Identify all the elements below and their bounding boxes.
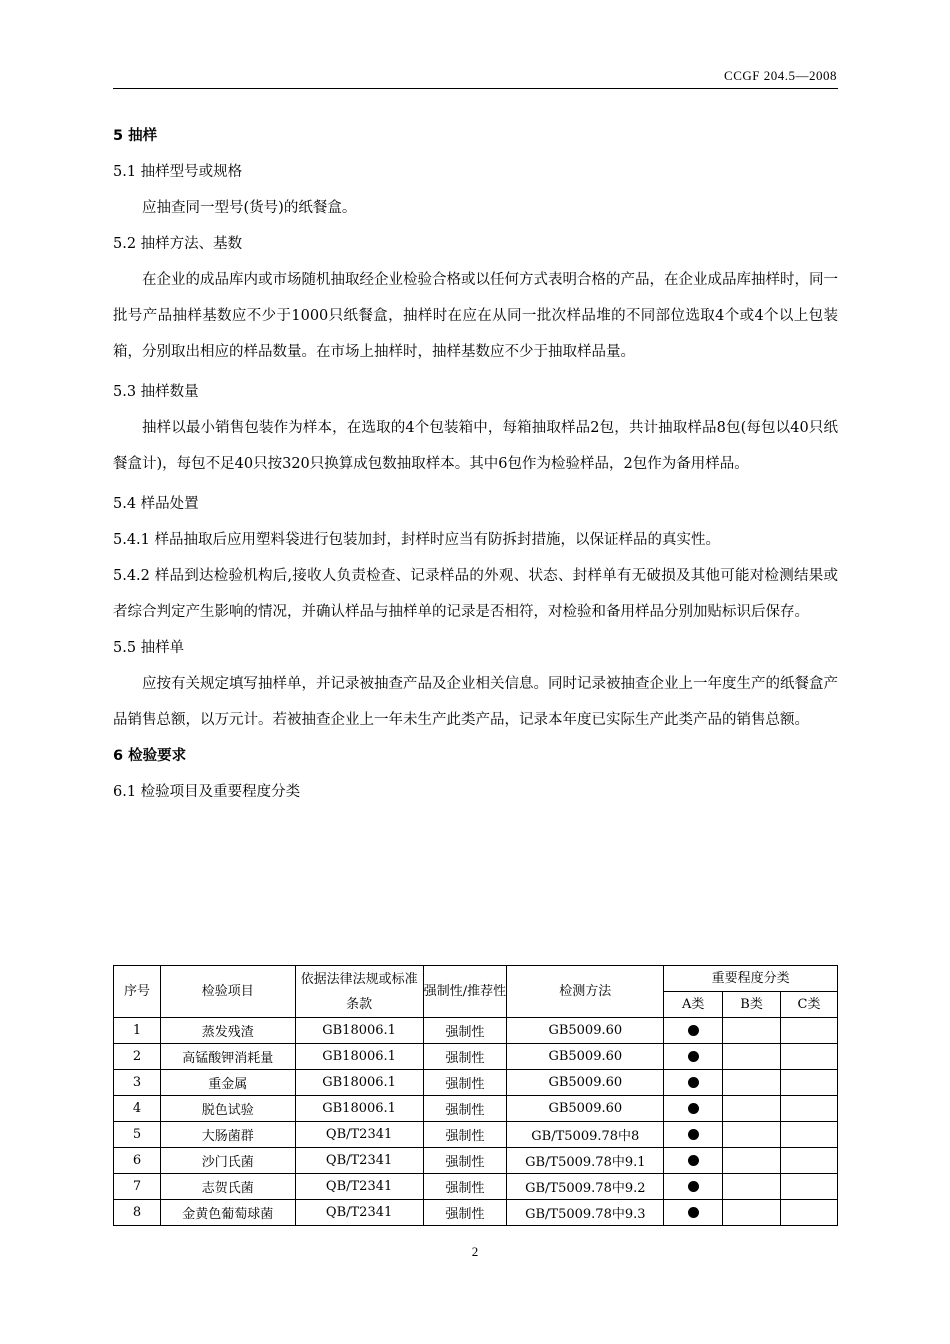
cell-method: GB/T5009.78中9.2 (507, 1174, 664, 1200)
header-item: 检验项目 (160, 966, 295, 1018)
header-rule (113, 88, 838, 89)
cell-mandatory: 强制性 (423, 1070, 507, 1096)
filled-circle-icon (688, 1129, 699, 1140)
header-importance: 重要程度分类 (664, 966, 838, 992)
section-5-2-text: 在企业的成品库内或市场随机抽取经企业检验合格或以任何方式表明合格的产品，在企业成品库抽样时，同一批号产品抽样基数应不少于1000只纸餐盒，抽样时在应在从同一批次样品堆的不同部位选取4个或4个以上包装箱，分别取出相应的样品数量。在市场上抽样时，抽样基数应不少于抽取样品量。 (113, 272, 838, 360)
cell-seq: 4 (114, 1096, 161, 1122)
cell-item: 金黄色葡萄球菌 (160, 1200, 295, 1226)
cell-class-a (664, 1148, 723, 1174)
cell-class-a (664, 1174, 723, 1200)
cell-method: GB/T5009.78中8 (507, 1122, 664, 1148)
cell-item: 蒸发残渣 (160, 1018, 295, 1044)
header-seq: 序号 (114, 966, 161, 1018)
cell-method: GB5009.60 (507, 1096, 664, 1122)
cell-class-c (781, 1200, 838, 1226)
header-class-c: C类 (781, 992, 838, 1018)
section-5-4-heading: 5.4 样品处置 (113, 496, 199, 512)
cell-class-b (723, 1122, 781, 1148)
cell-mandatory: 强制性 (423, 1200, 507, 1226)
section-5-1-heading: 5.1 抽样型号或规格 (113, 164, 243, 180)
section-5-heading: 5 抽样 (113, 128, 158, 144)
header-mandatory: 强制性/推荐性 (423, 966, 507, 1018)
cell-seq: 7 (114, 1174, 161, 1200)
table-row (114, 1148, 838, 1174)
table-row (114, 1200, 838, 1226)
document-body (113, 118, 838, 810)
filled-circle-icon (688, 1103, 699, 1114)
cell-seq: 2 (114, 1044, 161, 1070)
cell-class-a (664, 1096, 723, 1122)
cell-item: 脱色试验 (160, 1096, 295, 1122)
cell-item: 高锰酸钾消耗量 (160, 1044, 295, 1070)
cell-class-b (723, 1200, 781, 1226)
filled-circle-icon (688, 1077, 699, 1088)
cell-class-c (781, 1018, 838, 1044)
cell-basis: GB18006.1 (295, 1070, 423, 1096)
cell-seq: 1 (114, 1018, 161, 1044)
cell-class-c (781, 1044, 838, 1070)
cell-item: 沙门氏菌 (160, 1148, 295, 1174)
header-class-a: A类 (664, 992, 723, 1018)
cell-class-c (781, 1122, 838, 1148)
cell-method: GB/T5009.78中9.3 (507, 1200, 664, 1226)
section-5-4-1-text: 5.4.1 样品抽取后应用塑料袋进行包装加封，封样时应当有防拆封措施，以保证样品的真实性。 (113, 532, 720, 548)
table-row (114, 1174, 838, 1200)
cell-basis: GB18006.1 (295, 1096, 423, 1122)
cell-class-c (781, 1174, 838, 1200)
section-5-2-heading: 5.2 抽样方法、基数 (113, 236, 243, 252)
cell-basis: GB18006.1 (295, 1018, 423, 1044)
cell-method: GB5009.60 (507, 1044, 664, 1070)
table-row (114, 1070, 838, 1096)
cell-class-a (664, 1018, 723, 1044)
cell-basis: QB/T2341 (295, 1148, 423, 1174)
cell-seq: 5 (114, 1122, 161, 1148)
section-5-5-text: 应按有关规定填写抽样单，并记录被抽查产品及企业相关信息。同时记录被抽查企业上一年度生产的纸餐盒产品销售总额，以万元计。若被抽查企业上一年未生产此类产品，记录本年度已实际生产此类产品的销售总额。 (113, 676, 838, 728)
header-class-b: B类 (723, 992, 781, 1018)
cell-basis: QB/T2341 (295, 1174, 423, 1200)
cell-class-b (723, 1148, 781, 1174)
cell-seq: 8 (114, 1200, 161, 1226)
cell-mandatory: 强制性 (423, 1044, 507, 1070)
cell-class-b (723, 1070, 781, 1096)
section-5-3-text: 抽样以最小销售包装作为样本，在选取的4个包装箱中，每箱抽取样品2包，共计抽取样品8包(每包以40只纸餐盒计)，每包不足40只按320只换算成包数抽取样本。其中6包作为检验样品，2包作为备用样品。 (113, 420, 838, 472)
cell-class-c (781, 1096, 838, 1122)
cell-basis: GB18006.1 (295, 1044, 423, 1070)
header-method: 检测方法 (507, 966, 664, 1018)
cell-basis: QB/T2341 (295, 1122, 423, 1148)
table-row (114, 1018, 838, 1044)
cell-mandatory: 强制性 (423, 1018, 507, 1044)
cell-item: 重金属 (160, 1070, 295, 1096)
cell-class-b (723, 1018, 781, 1044)
table-row (114, 1122, 838, 1148)
filled-circle-icon (688, 1207, 699, 1218)
cell-method: GB/T5009.78中9.1 (507, 1148, 664, 1174)
cell-class-a (664, 1070, 723, 1096)
cell-seq: 3 (114, 1070, 161, 1096)
cell-method: GB5009.60 (507, 1070, 664, 1096)
section-6-heading: 6 检验要求 (113, 748, 187, 764)
cell-mandatory: 强制性 (423, 1148, 507, 1174)
section-5-4-2-text: 5.4.2 样品到达检验机构后,接收人负责检查、记录样品的外观、状态、封样单有无破损及其他可能对检测结果或者综合判定产生影响的情况，并确认样品与抽样单的记录是否相符，对检验和备用样品分别加贴标识后保存。 (113, 568, 838, 620)
filled-circle-icon (688, 1155, 699, 1166)
page-number: 2 (471, 1244, 479, 1259)
cell-class-b (723, 1044, 781, 1070)
cell-class-b (723, 1174, 781, 1200)
cell-mandatory: 强制性 (423, 1122, 507, 1148)
document-code: CCGF 204.5—2008 (724, 68, 837, 83)
cell-item: 志贺氏菌 (160, 1174, 295, 1200)
cell-class-a (664, 1122, 723, 1148)
cell-method: GB5009.60 (507, 1018, 664, 1044)
cell-basis: QB/T2341 (295, 1200, 423, 1226)
section-5-5-heading: 5.5 抽样单 (113, 640, 185, 656)
section-6-1-heading: 6.1 检验项目及重要程度分类 (113, 784, 301, 800)
table-row (114, 1096, 838, 1122)
cell-class-a (664, 1200, 723, 1226)
cell-class-b (723, 1096, 781, 1122)
table-row (114, 1044, 838, 1070)
header-basis: 依据法律法规或标准条款 (295, 966, 423, 1018)
cell-seq: 6 (114, 1148, 161, 1174)
cell-class-a (664, 1044, 723, 1070)
filled-circle-icon (688, 1181, 699, 1192)
section-5-1-text: 应抽查同一型号(货号)的纸餐盒。 (142, 200, 357, 216)
inspection-items-table (113, 965, 838, 1226)
cell-mandatory: 强制性 (423, 1096, 507, 1122)
cell-class-c (781, 1148, 838, 1174)
cell-item: 大肠菌群 (160, 1122, 295, 1148)
filled-circle-icon (688, 1051, 699, 1062)
cell-class-c (781, 1070, 838, 1096)
cell-mandatory: 强制性 (423, 1174, 507, 1200)
section-5-3-heading: 5.3 抽样数量 (113, 384, 199, 400)
filled-circle-icon (688, 1025, 699, 1036)
